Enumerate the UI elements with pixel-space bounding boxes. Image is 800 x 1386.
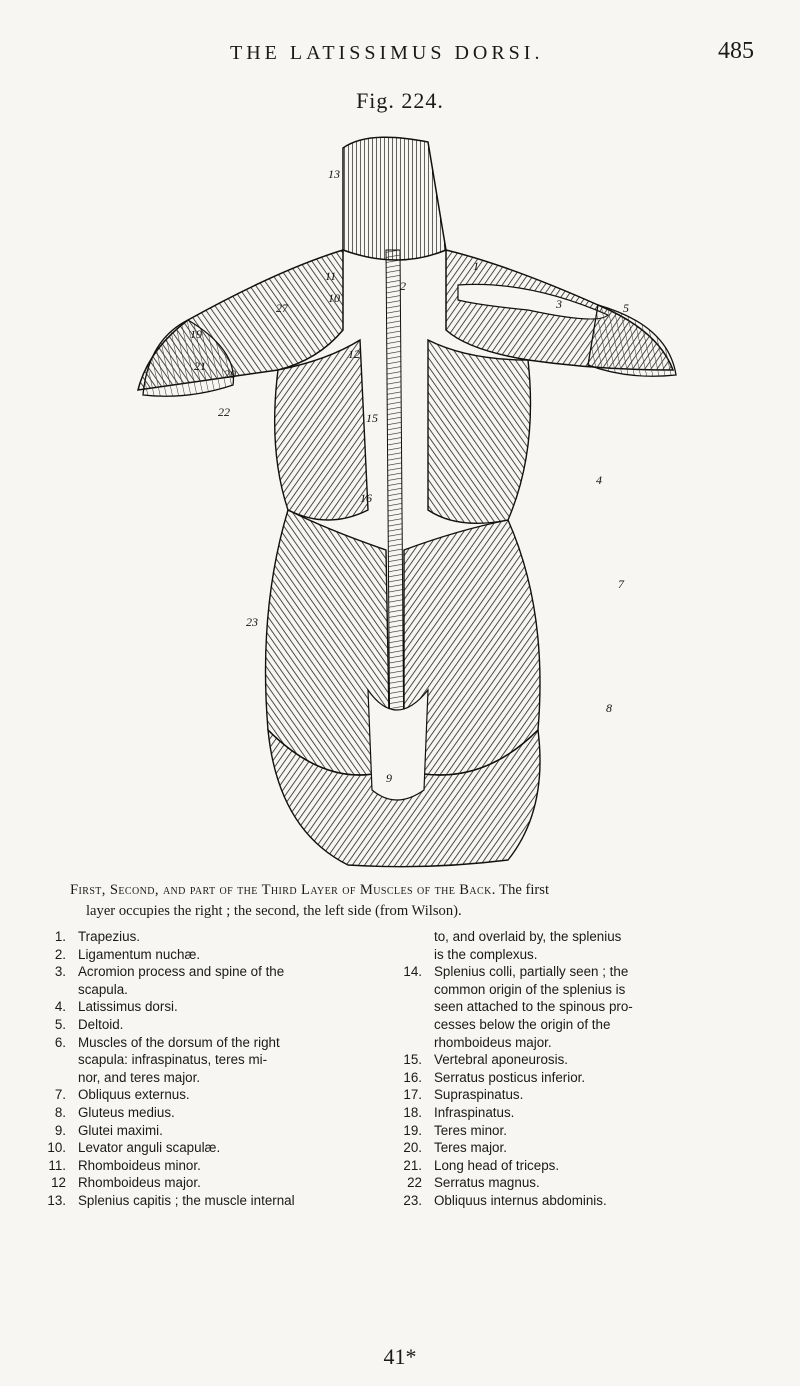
legend-number: 2. bbox=[54, 946, 66, 962]
callout-8: 8 bbox=[606, 701, 612, 715]
legend-entry bbox=[382, 963, 762, 981]
figure-caption bbox=[70, 880, 760, 922]
legend-text: Long head of triceps. bbox=[434, 1157, 560, 1173]
legend-entry bbox=[382, 1122, 762, 1140]
callout-2: 2 bbox=[400, 279, 406, 293]
legend-entry bbox=[26, 1192, 378, 1210]
legend-entry bbox=[382, 998, 762, 1016]
legend-number: 13. bbox=[47, 1192, 66, 1208]
legend-text: scapula: infraspinatus, teres mi- bbox=[78, 1052, 268, 1068]
legend-number: 19. bbox=[403, 1122, 422, 1138]
legend-text: Supraspinatus. bbox=[434, 1087, 524, 1103]
legend-entry bbox=[26, 963, 378, 981]
legend-number: 21. bbox=[403, 1157, 422, 1173]
legend-entry bbox=[26, 1086, 378, 1104]
legend-number: 7. bbox=[54, 1087, 66, 1103]
legend-entry bbox=[382, 1174, 762, 1192]
page-number: 485 bbox=[718, 38, 754, 64]
callout-19: 19 bbox=[190, 327, 202, 341]
legend-right-column bbox=[382, 928, 762, 1210]
legend-entry bbox=[26, 1051, 378, 1069]
legend-text: Muscles of the dorsum of the right bbox=[78, 1034, 280, 1050]
legend-text: Splenius colli, partially seen ; the bbox=[434, 964, 629, 980]
legend-number: 10. bbox=[47, 1140, 66, 1156]
legend-text: seen attached to the spinous pro- bbox=[434, 999, 633, 1015]
legend-entry bbox=[382, 1051, 762, 1069]
legend-text: Acromion process and spine of the bbox=[78, 964, 285, 980]
back-muscles-drawing bbox=[128, 130, 678, 870]
legend-text: Teres major. bbox=[434, 1140, 507, 1156]
legend-entry bbox=[26, 1122, 378, 1140]
legend-entry bbox=[26, 1104, 378, 1122]
legend-number: 12 bbox=[51, 1175, 66, 1191]
legend-text: nor, and teres major. bbox=[78, 1069, 201, 1085]
legend-number: 6. bbox=[54, 1034, 66, 1050]
callout-13: 13 bbox=[328, 167, 340, 181]
legend-text: Serratus magnus. bbox=[434, 1175, 540, 1191]
legend-left-column bbox=[26, 928, 378, 1210]
caption-line-2: layer occupies the right ; the second, the left side (from Wilson). bbox=[86, 903, 462, 919]
legend-entry bbox=[26, 998, 378, 1016]
legend-text: cesses below the origin of the bbox=[434, 1016, 611, 1032]
legend-entry bbox=[382, 946, 762, 964]
legend-text: Teres minor. bbox=[434, 1122, 507, 1138]
legend-text: Splenius capitis ; the muscle internal bbox=[78, 1192, 295, 1208]
callout-21: 21 bbox=[194, 359, 206, 373]
legend-text: Obliquus internus abdominis. bbox=[434, 1192, 607, 1208]
legend-text: Obliquus externus. bbox=[78, 1087, 190, 1103]
legend-text: scapula. bbox=[78, 981, 128, 997]
callout-15: 15 bbox=[366, 411, 378, 425]
legend-entry bbox=[26, 1174, 378, 1192]
legend-text: Infraspinatus. bbox=[434, 1104, 515, 1120]
legend-number: 1. bbox=[54, 929, 66, 944]
legend-text: Vertebral aponeurosis. bbox=[434, 1052, 568, 1068]
callout-1: 1 bbox=[473, 259, 479, 273]
legend-number: 15. bbox=[403, 1052, 422, 1068]
legend-text: Gluteus medius. bbox=[78, 1104, 175, 1120]
neck-muscles bbox=[343, 137, 446, 260]
page-header bbox=[0, 38, 800, 82]
legend-number: 9. bbox=[54, 1122, 66, 1138]
legend-entry bbox=[382, 981, 762, 999]
callout-4: 4 bbox=[596, 473, 602, 487]
legend-entry bbox=[382, 1139, 762, 1157]
legend-number: 20. bbox=[403, 1140, 422, 1156]
callout-22: 22 bbox=[218, 405, 230, 419]
callout-9: 9 bbox=[386, 771, 392, 785]
legend-text: to, and overlaid by, the splenius bbox=[434, 929, 622, 944]
legend-entry bbox=[26, 1016, 378, 1034]
legend-text: Levator anguli scapulæ. bbox=[78, 1140, 221, 1156]
legend-entry bbox=[26, 1157, 378, 1175]
upper-back-left bbox=[275, 340, 368, 520]
legend-entry bbox=[26, 1034, 378, 1052]
legend-number: 3. bbox=[54, 964, 66, 980]
callout-20: 20 bbox=[224, 367, 236, 381]
callout-12: 12 bbox=[348, 347, 360, 361]
caption-title-tail: The first bbox=[499, 882, 550, 898]
legend-text: Serratus posticus inferior. bbox=[434, 1069, 586, 1085]
callout-11: 11 bbox=[325, 269, 337, 283]
upper-back-right bbox=[428, 340, 531, 523]
legend-entry bbox=[382, 1157, 762, 1175]
legend-entry bbox=[382, 1069, 762, 1087]
legend-text: Latissimus dorsi. bbox=[78, 999, 178, 1015]
legend-text: Deltoid. bbox=[78, 1016, 124, 1032]
legend-number: 16. bbox=[403, 1069, 422, 1085]
legend-entry bbox=[26, 928, 378, 946]
legend-number: 14. bbox=[403, 964, 422, 980]
legend-entry bbox=[382, 928, 762, 946]
legend-entry bbox=[26, 946, 378, 964]
legend-entry bbox=[382, 1016, 762, 1034]
legend-entry bbox=[382, 1086, 762, 1104]
callout-23: 23 bbox=[246, 615, 258, 629]
callout-16: 16 bbox=[360, 491, 372, 505]
legend-text: Trapezius. bbox=[78, 929, 141, 944]
legend-entry bbox=[382, 1034, 762, 1052]
legend-text: Glutei maximi. bbox=[78, 1122, 163, 1138]
legend-entry bbox=[382, 1104, 762, 1122]
legend-number: 17. bbox=[403, 1087, 422, 1103]
figure-label: Fig. 224. bbox=[356, 88, 444, 113]
anatomical-illustration bbox=[128, 130, 678, 870]
legend-number: 11. bbox=[48, 1157, 66, 1173]
legend-entry bbox=[382, 1192, 762, 1210]
legend-text: Rhomboideus minor. bbox=[78, 1157, 201, 1173]
legend-text: Rhomboideus major. bbox=[78, 1175, 201, 1191]
legend-number: 22 bbox=[407, 1175, 422, 1191]
legend-number: 4. bbox=[54, 999, 66, 1015]
legend-text: is the complexus. bbox=[434, 946, 538, 962]
legend-text: rhomboideus major. bbox=[434, 1034, 552, 1050]
caption-title: First, Second, and part of the Third Layer of Muscles of the Back. bbox=[70, 882, 496, 898]
callout-10: 10 bbox=[328, 291, 340, 305]
legend-number: 8. bbox=[54, 1104, 66, 1120]
callout-27: 27 bbox=[276, 301, 288, 315]
legend-number: 18. bbox=[403, 1104, 422, 1120]
callout-5: 5 bbox=[623, 301, 629, 315]
legend-number: 23. bbox=[403, 1192, 422, 1208]
callout-7: 7 bbox=[618, 577, 624, 591]
legend-entry bbox=[26, 981, 378, 999]
legend-number: 5. bbox=[54, 1016, 66, 1032]
signature-mark: 41* bbox=[383, 1344, 417, 1369]
legend-entry bbox=[26, 1069, 378, 1087]
legend-entry bbox=[26, 1139, 378, 1157]
running-title: THE LATISSIMUS DORSI. bbox=[230, 42, 544, 64]
right-arm bbox=[588, 305, 676, 376]
legend-text: Ligamentum nuchæ. bbox=[78, 946, 201, 962]
legend-text: common origin of the splenius is bbox=[434, 981, 626, 997]
callout-3: 3 bbox=[556, 297, 562, 311]
